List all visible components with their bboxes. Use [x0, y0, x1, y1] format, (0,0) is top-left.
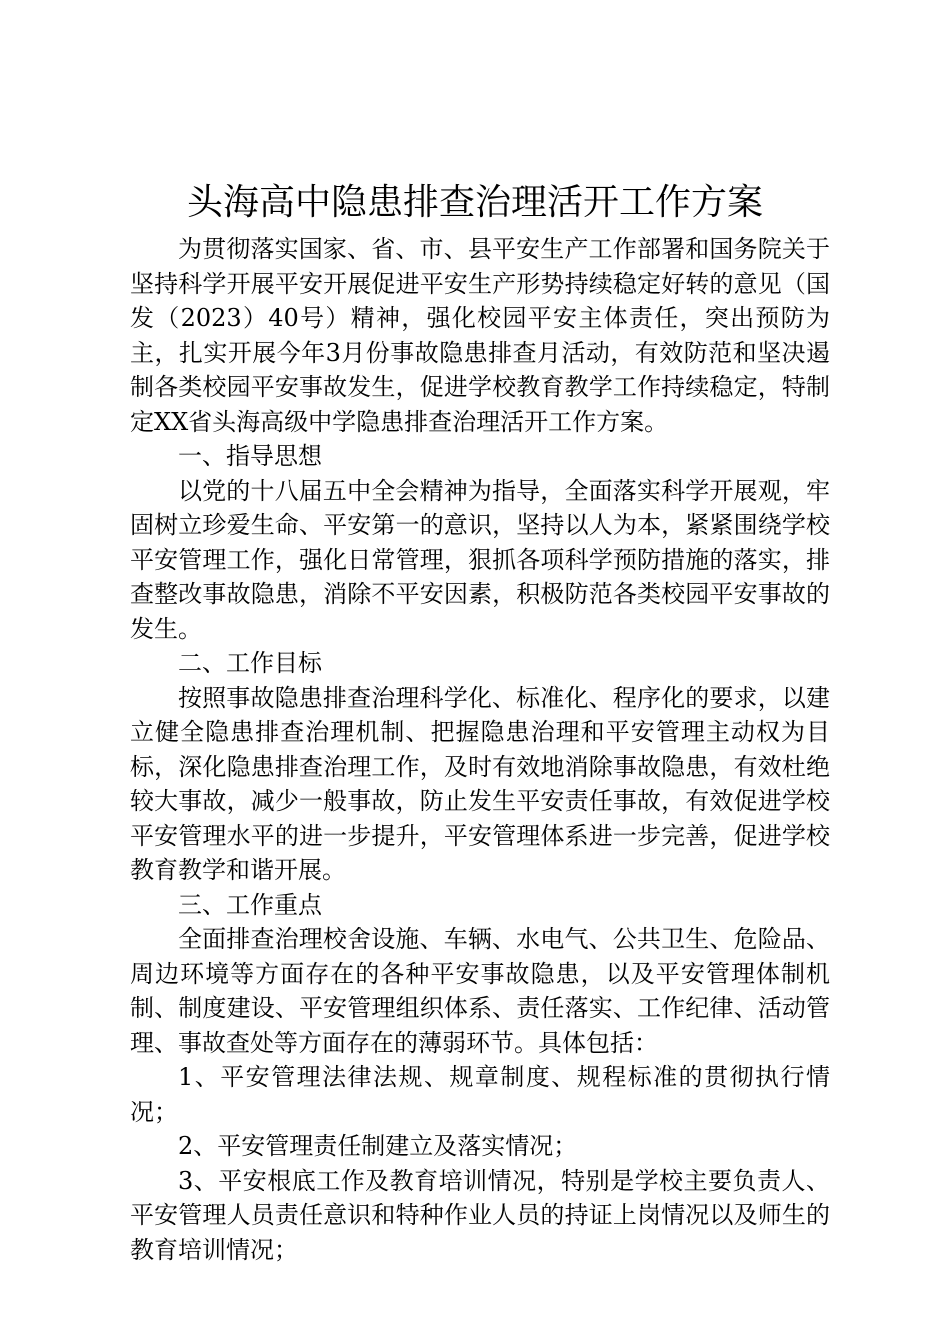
section-heading-guiding-ideology: 一、指导思想 [178, 442, 322, 470]
section-heading-work-goals: 二、工作目标 [178, 649, 322, 677]
section-body-guiding-ideology: 以党的十八届五中全会精神为指导，全面落实科学开展观，牢固树立珍爱生命、平安第一的意识，坚持以人为本，紧紧围绕学校平安管理工作，强化日常管理，狠抓各项科学预防措施的落实，排查整改事故隐患，消除不平安因素，积极防范各类校园平安事故的发生。 [130, 476, 830, 643]
list-item: 3、平安根底工作及教育培训情况，特别是学校主要负责人、平安管理人员责任意识和特种作业人员的持证上岗情况以及师生的教育培训情况； [130, 1166, 830, 1264]
list-item: 1、平安管理法律法规、规章制度、规程标准的贯彻执行情况； [130, 1063, 830, 1126]
section-body-work-focus: 全面排查治理校舍设施、车辆、水电气、公共卫生、危险品、周边环境等方面存在的各种平安事故隐患，以及平安管理体制机制、制度建设、平安管理组织体系、责任落实、工作纪律、活动管理、事故查处等方面存在的薄弱环节。具体包括： [130, 925, 830, 1057]
section-body-work-goals: 按照事故隐患排查治理科学化、标准化、程序化的要求，以建立健全隐患排查治理机制、把握隐患治理和平安管理主动权为目标，深化隐患排查治理工作，及时有效地消除事故隐患，有效杜绝较大事故，减少一般事故，防止发生平安责任事故，有效促进学校平安管理水平的进一步提升，平安管理体系进一步完善，促进学校教育教学和谐开展。 [130, 683, 830, 884]
intro-paragraph: 为贯彻落实国家、省、市、县平安生产工作部署和国务院关于坚持科学开展平安开展促进平安生产形势持续稳定好转的意见（国发（2023）40号）精神，强化校园平安主体责任，突出预防为主，扎实开展今年3月份事故隐患排查月活动，有效防范和坚决遏制各类校园平安事故发生，促进学校教育教学工作持续稳定，特制定XX省头海高级中学隐患排查治理活开工作方案。 [130, 235, 830, 436]
document-body [130, 232, 830, 1267]
document-title: 头海高中隐患排查治理活开工作方案 [186, 182, 763, 223]
section-heading-work-focus: 三、工作重点 [178, 890, 322, 919]
list-item: 2、平安管理责任制建立及落实情况； [178, 1132, 578, 1160]
